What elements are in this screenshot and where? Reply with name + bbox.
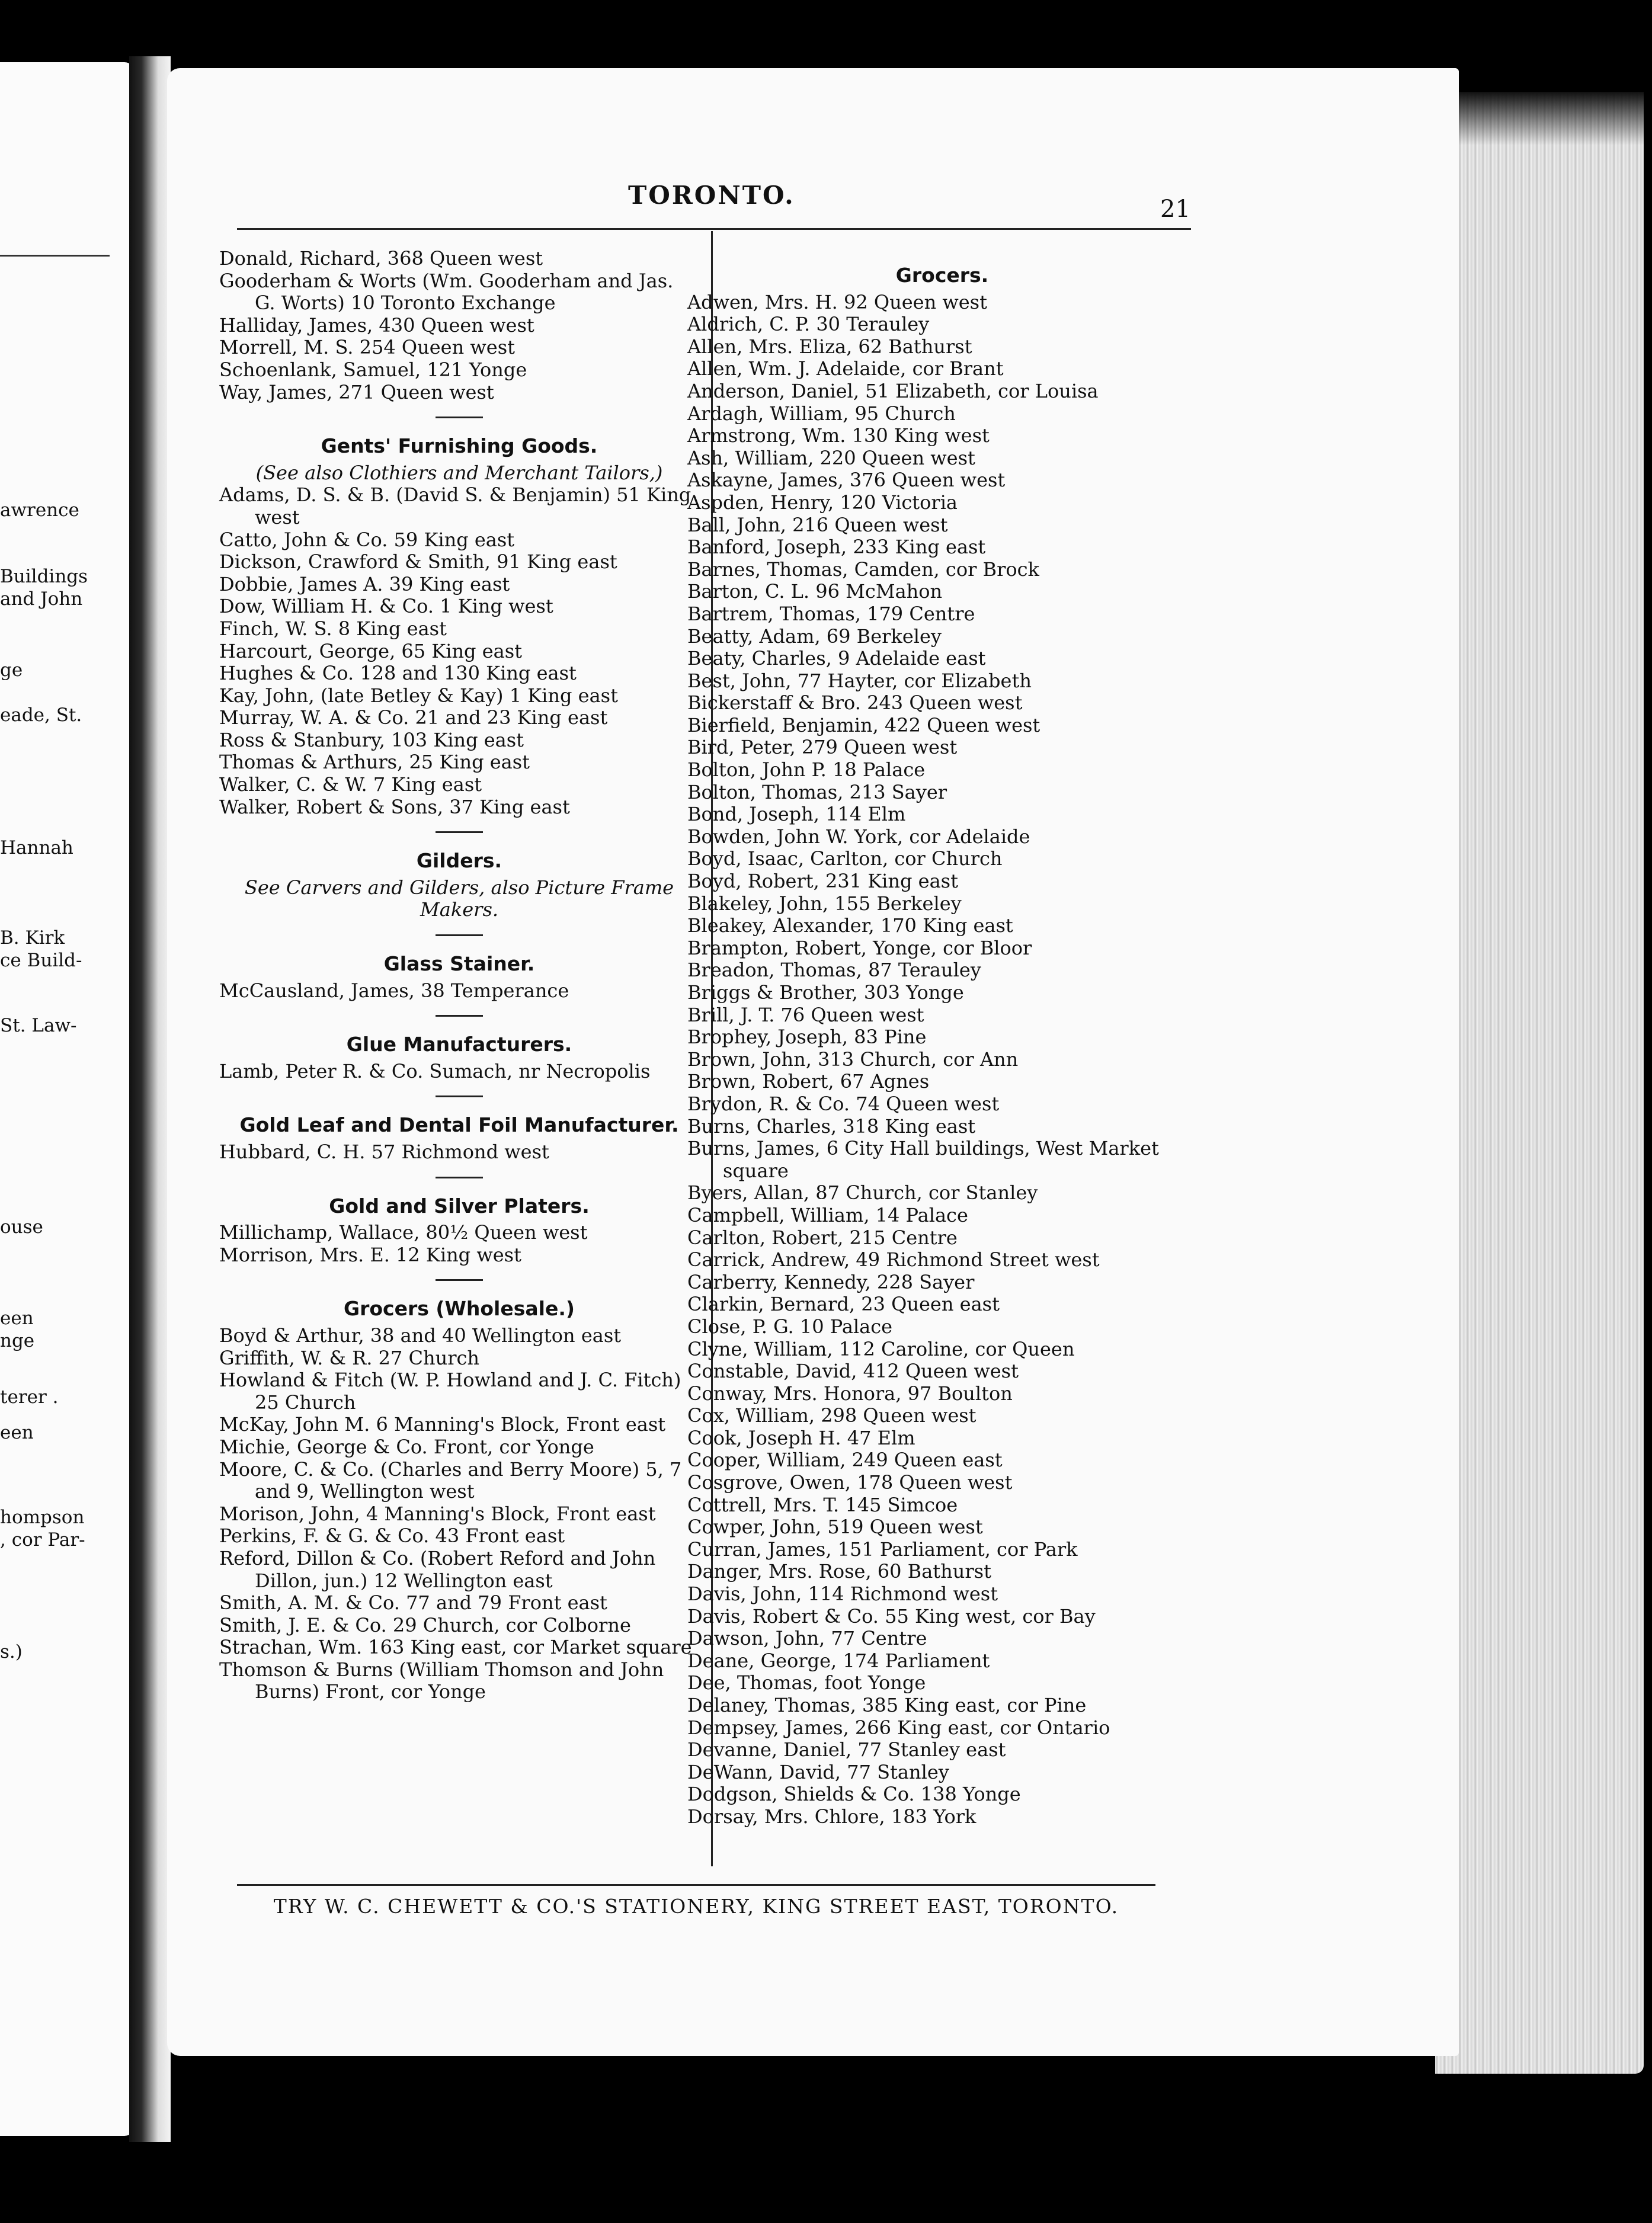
directory-entry: Beatty, Adam, 69 Berkeley: [687, 624, 942, 648]
directory-entry: Murray, W. A. & Co. 21 and 23 King east: [219, 706, 608, 729]
directory-entry: Reford, Dillon & Co. (Robert Reford and John Dillon, jun.) 12 Wellington east: [219, 1546, 656, 1592]
directory-entry: Cook, Joseph H. 47 Elm: [687, 1426, 915, 1449]
directory-entry: Constable, David, 412 Queen west: [687, 1360, 1019, 1383]
directory-entry: Clarkin, Bernard, 23 Queen east: [687, 1293, 1000, 1316]
footer-rule: [237, 1884, 1155, 1886]
directory-entry: Burns, Charles, 318 King east: [687, 1114, 976, 1138]
facing-page-text: ce Build-: [0, 950, 82, 971]
page-block-edge: [1435, 92, 1644, 2074]
directory-entry: Dawson, John, 77 Centre: [687, 1627, 927, 1650]
directory-entry: Brydon, R. & Co. 74 Queen west: [687, 1092, 1000, 1115]
facing-page-text: , cor Par-: [0, 1529, 85, 1551]
directory-entry: Dodgson, Shields & Co. 138 Yonge: [687, 1783, 1021, 1806]
facing-page-text: s.): [0, 1641, 23, 1663]
directory-entry: Barton, C. L. 96 McMahon: [687, 580, 943, 603]
directory-entry: Blakeley, John, 155 Berkeley: [687, 892, 962, 915]
directory-entry: Davis, Robert & Co. 55 King west, cor Bay: [687, 1604, 1096, 1628]
facing-page-text: St. Law-: [0, 1015, 77, 1036]
directory-entry: Barnes, Thomas, Camden, cor Brock: [687, 558, 1039, 581]
directory-entry: Donald, Richard, 368 Queen west: [219, 247, 543, 270]
section-separator: [436, 1177, 483, 1178]
directory-entry: Bolton, Thomas, 213 Sayer: [687, 780, 947, 803]
directory-entry: Finch, W. S. 8 King east: [219, 617, 447, 640]
section-separator: [436, 1015, 483, 1017]
directory-entry: McKay, John M. 6 Manning's Block, Front east: [219, 1413, 666, 1436]
facing-page-text: eade, St.: [0, 704, 82, 726]
directory-entry: Dickson, Crawford & Smith, 91 King east: [219, 550, 617, 574]
section-heading: Gold Leaf and Dental Foil Manufacturer.: [239, 1113, 679, 1137]
facing-page-text: Hannah: [0, 837, 73, 859]
directory-entry: Gooderham & Worts (Wm. Gooderham and Jas. G. Worts) 10 Toronto Exchange: [219, 269, 674, 315]
section-note: (See also Clothiers and Merchant Tailors,): [255, 461, 663, 484]
directory-entry: Bierfield, Benjamin, 422 Queen west: [687, 713, 1040, 736]
running-head: TORONTO.: [628, 181, 795, 210]
section-separator: [436, 417, 483, 418]
directory-entry: Griffith, W. & R. 27 Church: [219, 1346, 480, 1369]
directory-entry: Carberry, Kennedy, 228 Sayer: [687, 1270, 975, 1293]
directory-entry: Catto, John & Co. 59 King east: [219, 528, 515, 551]
directory-entry: Thomson & Burns (William Thomson and John Burns) Front, cor Yonge: [219, 1658, 664, 1703]
directory-entry: Allen, Mrs. Eliza, 62 Bathurst: [687, 335, 972, 358]
directory-entry: Brown, John, 313 Church, cor Ann: [687, 1048, 1019, 1071]
directory-entry: Breadon, Thomas, 87 Terauley: [687, 959, 981, 982]
section-heading: Gents' Furnishing Goods.: [321, 434, 598, 458]
directory-entry: Bartrem, Thomas, 179 Centre: [687, 602, 975, 625]
directory-entry: Morrell, M. S. 254 Queen west: [219, 336, 515, 359]
book-gutter: [129, 56, 171, 2142]
directory-entry: Banford, Joseph, 233 King east: [687, 536, 986, 559]
directory-entry: Bond, Joseph, 114 Elm: [687, 803, 906, 826]
directory-entry: Dow, William H. & Co. 1 King west: [219, 595, 553, 618]
section-separator: [436, 1096, 483, 1097]
header-rule: [237, 228, 1191, 230]
directory-entry: Boyd, Isaac, Carlton, cor Church: [687, 847, 1003, 870]
directory-entry: Aldrich, C. P. 30 Terauley: [687, 313, 930, 336]
directory-entry: Conway, Mrs. Honora, 97 Boulton: [687, 1382, 1013, 1405]
directory-entry: Lamb, Peter R. & Co. Sumach, nr Necropolis: [219, 1059, 651, 1082]
directory-entry: Smith, A. M. & Co. 77 and 79 Front east: [219, 1591, 607, 1615]
directory-entry: Brampton, Robert, Yonge, cor Bloor: [687, 936, 1032, 959]
directory-entry: Briggs & Brother, 303 Yonge: [687, 981, 964, 1004]
directory-entry: Armstrong, Wm. 130 King west: [687, 424, 990, 447]
directory-entry: Cosgrove, Owen, 178 Queen west: [687, 1471, 1013, 1494]
directory-entry: Best, John, 77 Hayter, cor Elizabeth: [687, 669, 1032, 692]
facing-page-text: Buildings: [0, 566, 88, 587]
directory-entry: Carrick, Andrew, 49 Richmond Street west: [687, 1248, 1100, 1271]
directory-entry: Askayne, James, 376 Queen west: [687, 469, 1006, 492]
facing-page-text: terer .: [0, 1386, 59, 1408]
directory-entry: Aspden, Henry, 120 Victoria: [687, 491, 958, 514]
directory-entry: Dee, Thomas, foot Yonge: [687, 1671, 926, 1695]
section-heading: Grocers.: [895, 264, 989, 287]
facing-page-text: awrence: [0, 499, 79, 521]
directory-entry: Brill, J. T. 76 Queen west: [687, 1003, 924, 1026]
section-separator: [436, 831, 483, 833]
right-column: [687, 248, 1197, 1828]
section-separator: [436, 1279, 483, 1281]
directory-entry: Dobbie, James A. 39 King east: [219, 572, 510, 595]
directory-entry: Walker, Robert & Sons, 37 King east: [219, 795, 570, 818]
directory-entry: Beaty, Charles, 9 Adelaide east: [687, 647, 986, 670]
section-heading: Glass Stainer.: [383, 952, 535, 976]
directory-entry: Halliday, James, 430 Queen west: [219, 313, 534, 337]
page-number: 21: [1160, 196, 1190, 223]
directory-entry: Curran, James, 151 Parliament, cor Park: [687, 1537, 1078, 1561]
directory-entry: Ball, John, 216 Queen west: [687, 513, 948, 536]
directory-entry: Hughes & Co. 128 and 130 King east: [219, 662, 577, 685]
directory-entry: Dorsay, Mrs. Chlore, 183 York: [687, 1805, 977, 1828]
directory-entry: Hubbard, C. H. 57 Richmond west: [219, 1141, 549, 1163]
directory-entry: Cox, William, 298 Queen west: [687, 1404, 977, 1427]
directory-entry: Bickerstaff & Bro. 243 Queen west: [687, 691, 1023, 715]
directory-entry: Adwen, Mrs. H. 92 Queen west: [687, 290, 987, 313]
directory-entry: Cooper, William, 249 Queen east: [687, 1449, 1003, 1472]
directory-entry: Bowden, John W. York, cor Adelaide: [687, 825, 1030, 848]
section-heading: Gilders.: [416, 849, 502, 873]
directory-entry: Davis, John, 114 Richmond west: [687, 1583, 998, 1606]
directory-entry: Moore, C. & Co. (Charles and Berry Moore) 5, 7 and 9, Wellington west: [219, 1458, 682, 1503]
directory-entry: Danger, Mrs. Rose, 60 Bathurst: [687, 1560, 991, 1583]
facing-page-text: een: [0, 1308, 34, 1329]
directory-entry: Schoenlank, Samuel, 121 Yonge: [219, 358, 527, 381]
directory-entry: Morison, John, 4 Manning's Block, Front east: [219, 1502, 656, 1525]
directory-entry: Devanne, Daniel, 77 Stanley east: [687, 1738, 1006, 1761]
directory-entry: Delaney, Thomas, 385 King east, cor Pine: [687, 1694, 1087, 1716]
section-heading: Gold and Silver Platers.: [329, 1194, 590, 1218]
section-note: See Carvers and Gilders, also Picture Frame Makers.: [244, 876, 674, 921]
section-heading: Glue Manufacturers.: [346, 1033, 572, 1056]
directory-entry: Cowper, John, 519 Queen west: [687, 1516, 983, 1539]
directory-entry: Way, James, 271 Queen west: [219, 380, 494, 403]
directory-entry: Carlton, Robert, 215 Centre: [687, 1226, 958, 1249]
directory-entry: Perkins, F. & G. & Co. 43 Front east: [219, 1524, 565, 1548]
directory-entry: Howland & Fitch (W. P. Howland and J. C. Fitch) 25 Church: [219, 1369, 681, 1414]
directory-entry: Bolton, John P. 18 Palace: [687, 758, 926, 781]
directory-entry: Ardagh, William, 95 Church: [687, 402, 956, 425]
directory-entry: Brophey, Joseph, 83 Pine: [687, 1026, 927, 1049]
directory-entry: Dempsey, James, 266 King east, cor Ontario: [687, 1716, 1110, 1739]
directory-entry: Harcourt, George, 65 King east: [219, 639, 522, 662]
directory-entry: Boyd, Robert, 231 King east: [687, 870, 958, 893]
facing-page-fragment: [0, 62, 135, 2136]
directory-entry: Bleakey, Alexander, 170 King east: [687, 914, 1013, 937]
directory-entry: Anderson, Daniel, 51 Elizabeth, cor Louisa: [687, 379, 1099, 402]
directory-entry: Bird, Peter, 279 Queen west: [687, 736, 958, 759]
page-block-shadow: [1435, 92, 1644, 145]
directory-entry: Smith, J. E. & Co. 29 Church, cor Colborne: [219, 1613, 631, 1636]
section-separator: [436, 934, 483, 936]
directory-entry: McCausland, James, 38 Temperance: [219, 979, 569, 1002]
directory-entry: DeWann, David, 77 Stanley: [687, 1760, 949, 1783]
directory-entry: Cottrell, Mrs. T. 145 Simcoe: [687, 1493, 958, 1516]
directory-entry: Thomas & Arthurs, 25 King east: [219, 751, 530, 774]
directory-entry: Kay, John, (late Betley & Kay) 1 King east: [219, 684, 618, 707]
directory-entry: Ross & Stanbury, 103 King east: [219, 728, 524, 751]
facing-page-text: ge: [0, 659, 23, 681]
directory-entry: Millichamp, Wallace, 80½ Queen west: [219, 1221, 588, 1244]
facing-page-text: hompson: [0, 1507, 85, 1528]
directory-entry: Close, P. G. 10 Palace: [687, 1315, 893, 1338]
directory-entry: Ash, William, 220 Queen west: [687, 446, 975, 469]
facing-page-text: nge: [0, 1330, 35, 1351]
directory-entry: Brown, Robert, 67 Agnes: [687, 1070, 930, 1093]
directory-entry: Campbell, William, 14 Palace: [687, 1203, 968, 1226]
directory-entry: Michie, George & Co. Front, cor Yonge: [219, 1435, 594, 1458]
directory-entry: Burns, James, 6 City Hall buildings, West Market square: [687, 1137, 1159, 1182]
directory-entry: Clyne, William, 112 Caroline, cor Queen: [687, 1337, 1075, 1360]
directory-entry: Allen, Wm. J. Adelaide, cor Brant: [687, 357, 1004, 380]
directory-entry: Walker, C. & W. 7 King east: [219, 773, 482, 796]
facing-page-rule: [0, 255, 110, 257]
facing-page-text: een: [0, 1422, 34, 1443]
directory-entry: Byers, Allan, 87 Church, cor Stanley: [687, 1181, 1038, 1205]
facing-page-text: and John: [0, 588, 83, 610]
footer-advert: TRY W. C. CHEWETT & CO.'S STATIONERY, KING STREET EAST, TORONTO.: [273, 1895, 1119, 1918]
directory-entry: Deane, George, 174 Parliament: [687, 1649, 990, 1672]
directory-entry: Adams, D. S. & B. (David S. & Benjamin) 51 King west: [219, 483, 691, 528]
section-heading: Grocers (Wholesale.): [344, 1297, 575, 1321]
facing-page-text: ouse: [0, 1216, 43, 1238]
directory-entry: Strachan, Wm. 163 King east, cor Market square: [219, 1636, 692, 1659]
left-column: [219, 248, 699, 1703]
directory-entry: Boyd & Arthur, 38 and 40 Wellington east: [219, 1324, 622, 1347]
directory-entry: Morrison, Mrs. E. 12 King west: [219, 1243, 521, 1266]
facing-page-text: B. Kirk: [0, 927, 65, 949]
